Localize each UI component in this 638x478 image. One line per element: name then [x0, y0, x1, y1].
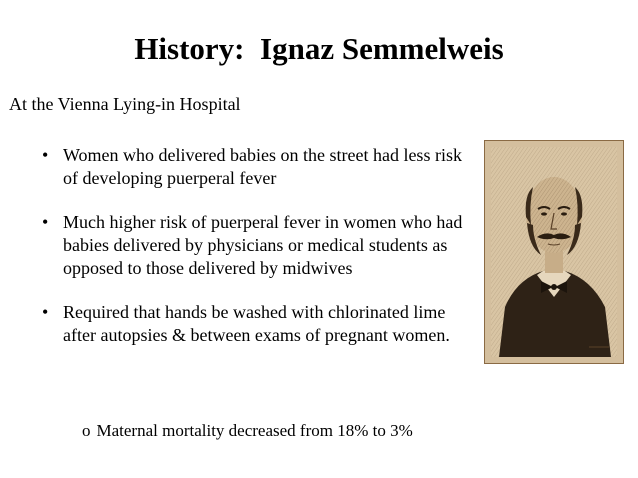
portrait-image — [484, 140, 624, 364]
bullet-text: Much higher risk of puerperal fever in women who had babies delivered by physicians or medical students as opposed to those delivered by midwives — [63, 212, 463, 278]
bullet-item — [38, 211, 478, 280]
slide-subtitle: At the Vienna Lying-in Hospital — [9, 94, 241, 114]
semmelweis-portrait-illustration — [491, 147, 617, 357]
bullet-list — [38, 144, 478, 368]
bullet-item — [38, 301, 478, 347]
bullet-text: Women who delivered babies on the street had less risk of developing puerperal fever — [63, 145, 462, 188]
bullet-marker: • — [42, 212, 49, 232]
slide-title: History: Ignaz Semmelweis — [134, 31, 504, 66]
bullet-text: Required that hands be washed with chlorinated lime after autopsies & between exams of pregnant women. — [63, 302, 450, 345]
bullet-marker: • — [42, 145, 49, 165]
sub-bullet-item — [82, 420, 413, 442]
sub-bullet-marker: o — [82, 421, 91, 440]
bullet-marker: • — [42, 302, 49, 322]
sub-bullet-text: Maternal mortality decreased from 18% to 3% — [96, 421, 413, 440]
bullet-item — [38, 144, 478, 190]
